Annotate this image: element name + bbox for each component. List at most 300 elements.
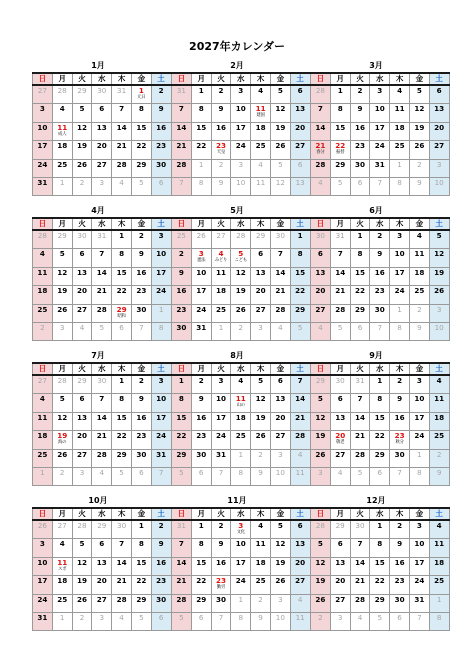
day-number: 28 bbox=[354, 594, 365, 604]
day-number: 31 bbox=[97, 231, 107, 240]
day-cell bbox=[390, 267, 410, 285]
day-number: 18 bbox=[37, 431, 48, 441]
day-number: 3 bbox=[416, 376, 422, 385]
day-cell bbox=[231, 594, 251, 612]
day-cell bbox=[33, 159, 53, 177]
week-row bbox=[33, 539, 172, 557]
weekday-header: 火 bbox=[72, 508, 92, 520]
day-cell bbox=[409, 322, 429, 340]
month-table bbox=[32, 217, 172, 341]
day-cell bbox=[131, 267, 151, 285]
holiday-cell bbox=[330, 141, 350, 159]
day-number: 16 bbox=[136, 267, 147, 277]
week-row bbox=[33, 431, 172, 449]
day-number: 24 bbox=[196, 304, 207, 314]
day-cell bbox=[92, 431, 112, 449]
day-cell bbox=[172, 431, 192, 449]
day-cell bbox=[429, 520, 449, 539]
day-cell bbox=[251, 520, 271, 539]
day-cell bbox=[92, 177, 112, 195]
day-number: 22 bbox=[136, 141, 147, 151]
day-number: 26 bbox=[76, 159, 87, 169]
day-cell bbox=[350, 122, 370, 140]
day-number: 1 bbox=[198, 521, 204, 530]
day-cell bbox=[191, 467, 211, 485]
day-cell bbox=[211, 467, 231, 485]
month-title: 5月 bbox=[230, 206, 244, 215]
day-cell bbox=[370, 122, 390, 140]
day-number: 6 bbox=[297, 159, 303, 169]
day-number: 23 bbox=[176, 304, 187, 314]
day-number: 1 bbox=[218, 322, 224, 332]
day-number: 14 bbox=[116, 122, 127, 132]
day-number: 26 bbox=[255, 431, 266, 441]
day-number: 9 bbox=[218, 104, 224, 114]
day-number: 31 bbox=[176, 86, 186, 95]
day-number: 17 bbox=[37, 141, 48, 151]
day-cell bbox=[72, 322, 92, 340]
day-cell bbox=[350, 520, 370, 539]
month-table bbox=[32, 507, 172, 631]
day-cell bbox=[251, 612, 271, 630]
day-cell bbox=[33, 449, 53, 467]
holiday-name: 憲法 bbox=[197, 258, 206, 264]
day-cell bbox=[211, 159, 231, 177]
day-number: 22 bbox=[196, 141, 207, 151]
day-number: 3 bbox=[218, 376, 224, 385]
day-cell bbox=[390, 539, 410, 557]
day-cell bbox=[330, 375, 350, 394]
day-cell bbox=[330, 557, 350, 575]
week-row bbox=[172, 286, 311, 304]
day-cell bbox=[191, 230, 211, 249]
day-cell bbox=[72, 576, 92, 594]
day-cell bbox=[330, 267, 350, 285]
day-cell bbox=[270, 122, 290, 140]
day-number: 10 bbox=[275, 612, 285, 622]
day-cell bbox=[191, 267, 211, 285]
week-row bbox=[33, 576, 172, 594]
day-cell bbox=[211, 412, 231, 430]
day-number: 30 bbox=[156, 594, 167, 604]
day-number: 19 bbox=[414, 122, 425, 132]
day-number: 7 bbox=[377, 322, 383, 332]
weekday-header: 金 bbox=[409, 73, 429, 85]
weekday-header: 木 bbox=[112, 73, 132, 85]
day-cell bbox=[330, 122, 350, 140]
day-number: 19 bbox=[57, 431, 68, 441]
day-number: 24 bbox=[235, 576, 246, 586]
holiday-name: みどり bbox=[214, 258, 228, 264]
day-number: 1 bbox=[158, 304, 164, 314]
month-block bbox=[171, 60, 306, 196]
day-number: 15 bbox=[196, 122, 207, 132]
day-number: 7 bbox=[99, 249, 105, 259]
day-cell bbox=[311, 159, 331, 177]
day-cell bbox=[92, 394, 112, 412]
day-cell bbox=[151, 267, 171, 285]
day-number: 15 bbox=[295, 267, 306, 277]
day-number: 6 bbox=[397, 612, 402, 622]
day-cell bbox=[33, 467, 53, 485]
weekday-header: 水 bbox=[370, 73, 390, 85]
day-number: 31 bbox=[355, 376, 365, 385]
day-cell bbox=[311, 520, 331, 539]
day-number: 16 bbox=[176, 286, 187, 296]
day-number: 8 bbox=[337, 104, 343, 114]
day-cell bbox=[112, 85, 132, 104]
day-number: 9 bbox=[377, 249, 383, 259]
day-number: 3 bbox=[278, 594, 283, 604]
day-number: 15 bbox=[116, 267, 127, 277]
day-number: 6 bbox=[99, 539, 105, 549]
day-cell bbox=[409, 85, 429, 104]
day-cell bbox=[429, 612, 449, 630]
day-number: 4 bbox=[218, 249, 224, 259]
day-cell bbox=[92, 141, 112, 159]
week-row bbox=[172, 159, 311, 177]
week-row bbox=[172, 467, 311, 485]
day-number: 6 bbox=[317, 249, 323, 259]
day-number: 23 bbox=[136, 286, 147, 296]
day-cell bbox=[151, 304, 171, 322]
day-number: 9 bbox=[258, 612, 263, 622]
day-cell bbox=[33, 576, 53, 594]
day-cell bbox=[409, 304, 429, 322]
day-cell bbox=[112, 286, 132, 304]
day-cell bbox=[390, 230, 410, 249]
day-cell bbox=[290, 449, 310, 467]
day-cell bbox=[350, 612, 370, 630]
day-cell bbox=[112, 431, 132, 449]
day-cell bbox=[251, 122, 271, 140]
week-row bbox=[311, 177, 450, 195]
day-cell bbox=[211, 539, 231, 557]
day-number: 21 bbox=[176, 141, 187, 151]
day-cell bbox=[131, 539, 151, 557]
day-cell bbox=[231, 286, 251, 304]
day-cell bbox=[390, 394, 410, 412]
week-row bbox=[311, 612, 450, 630]
day-number: 15 bbox=[354, 267, 365, 277]
week-row bbox=[311, 520, 450, 539]
day-cell bbox=[72, 104, 92, 122]
day-cell bbox=[92, 159, 112, 177]
day-number: 5 bbox=[277, 521, 283, 530]
day-number: 31 bbox=[37, 177, 48, 187]
day-number: 10 bbox=[37, 122, 48, 132]
day-number: 23 bbox=[374, 286, 385, 296]
day-number: 27 bbox=[275, 431, 286, 441]
day-number: 11 bbox=[255, 539, 266, 549]
day-cell bbox=[151, 249, 171, 267]
day-number: 6 bbox=[258, 249, 264, 259]
weekday-header: 土 bbox=[429, 363, 449, 375]
weekday-header: 水 bbox=[92, 363, 112, 375]
day-cell bbox=[330, 412, 350, 430]
day-cell bbox=[191, 141, 211, 159]
day-cell bbox=[231, 612, 251, 630]
day-cell bbox=[52, 467, 72, 485]
day-cell bbox=[290, 159, 310, 177]
week-row bbox=[33, 141, 172, 159]
week-row bbox=[311, 431, 450, 449]
day-number: 27 bbox=[335, 594, 346, 604]
day-cell bbox=[151, 122, 171, 140]
day-cell bbox=[409, 412, 429, 430]
day-cell bbox=[429, 141, 449, 159]
holiday-name: 振替 bbox=[336, 150, 345, 156]
day-number: 9 bbox=[138, 394, 144, 404]
day-cell bbox=[33, 141, 53, 159]
month-table bbox=[171, 217, 311, 341]
weekday-header-row bbox=[172, 218, 311, 230]
day-number: 5 bbox=[119, 467, 124, 477]
day-cell bbox=[270, 576, 290, 594]
day-number: 9 bbox=[436, 467, 442, 477]
day-cell bbox=[112, 122, 132, 140]
day-number: 24 bbox=[37, 159, 48, 169]
day-cell bbox=[370, 141, 390, 159]
day-cell bbox=[409, 375, 429, 394]
day-cell bbox=[33, 104, 53, 122]
day-cell bbox=[112, 177, 132, 195]
day-cell bbox=[211, 104, 231, 122]
day-cell bbox=[350, 449, 370, 467]
day-cell bbox=[290, 230, 310, 249]
week-row bbox=[311, 449, 450, 467]
day-number: 22 bbox=[335, 141, 346, 151]
day-number: 5 bbox=[59, 249, 65, 259]
day-cell bbox=[370, 520, 390, 539]
week-row bbox=[33, 520, 172, 539]
day-cell bbox=[131, 375, 151, 394]
day-number: 14 bbox=[176, 557, 187, 567]
day-number: 27 bbox=[96, 159, 107, 169]
day-number: 28 bbox=[37, 231, 47, 240]
week-row bbox=[172, 85, 311, 104]
day-cell bbox=[231, 322, 251, 340]
day-cell bbox=[311, 177, 331, 195]
day-number: 2 bbox=[40, 322, 45, 332]
week-row bbox=[33, 375, 172, 394]
day-cell bbox=[370, 557, 390, 575]
weekday-header: 月 bbox=[52, 73, 72, 85]
day-cell bbox=[390, 85, 410, 104]
day-cell bbox=[131, 394, 151, 412]
day-cell bbox=[92, 557, 112, 575]
day-number: 11 bbox=[57, 557, 68, 567]
day-number: 16 bbox=[374, 267, 385, 277]
day-cell bbox=[330, 576, 350, 594]
day-number: 4 bbox=[59, 104, 65, 114]
week-row bbox=[172, 557, 311, 575]
day-number: 17 bbox=[196, 286, 207, 296]
day-number: 27 bbox=[57, 521, 67, 530]
day-number: 1 bbox=[138, 86, 144, 95]
day-cell bbox=[92, 104, 112, 122]
day-cell bbox=[311, 286, 331, 304]
day-number: 30 bbox=[156, 159, 167, 169]
weekday-header: 日 bbox=[311, 508, 331, 520]
day-cell bbox=[112, 230, 132, 249]
day-cell bbox=[251, 375, 271, 394]
day-number: 5 bbox=[99, 322, 105, 332]
day-cell bbox=[112, 267, 132, 285]
day-cell bbox=[92, 304, 112, 322]
week-row bbox=[33, 104, 172, 122]
day-cell bbox=[92, 576, 112, 594]
weekday-header: 水 bbox=[92, 218, 112, 230]
day-number: 8 bbox=[417, 467, 422, 477]
day-number: 10 bbox=[394, 249, 405, 259]
day-number: 19 bbox=[255, 412, 266, 422]
day-number: 25 bbox=[57, 594, 68, 604]
day-number: 1 bbox=[436, 594, 442, 604]
day-number: 25 bbox=[215, 304, 226, 314]
day-cell bbox=[370, 467, 390, 485]
day-cell bbox=[72, 141, 92, 159]
day-cell bbox=[72, 412, 92, 430]
day-number: 7 bbox=[357, 539, 363, 549]
week-row bbox=[172, 394, 311, 412]
day-cell bbox=[370, 394, 390, 412]
week-row bbox=[311, 122, 450, 140]
day-number: 4 bbox=[416, 231, 422, 240]
day-cell bbox=[251, 576, 271, 594]
day-number: 6 bbox=[198, 612, 204, 622]
day-cell bbox=[191, 520, 211, 539]
day-number: 26 bbox=[315, 449, 326, 459]
day-number: 2 bbox=[417, 304, 422, 314]
day-cell bbox=[290, 141, 310, 159]
day-number: 23 bbox=[394, 431, 405, 441]
day-number: 29 bbox=[315, 376, 325, 385]
day-number: 23 bbox=[394, 576, 405, 586]
day-cell bbox=[151, 286, 171, 304]
day-cell bbox=[92, 322, 112, 340]
day-number: 19 bbox=[76, 576, 87, 586]
day-number: 24 bbox=[414, 576, 425, 586]
day-number: 22 bbox=[374, 431, 385, 441]
week-row bbox=[33, 230, 172, 249]
day-number: 11 bbox=[434, 539, 445, 549]
day-number: 4 bbox=[278, 322, 283, 332]
day-number: 21 bbox=[335, 286, 346, 296]
day-cell bbox=[370, 177, 390, 195]
weekday-header: 金 bbox=[270, 73, 290, 85]
day-number: 5 bbox=[377, 612, 383, 622]
day-number: 14 bbox=[96, 267, 107, 277]
day-cell bbox=[311, 539, 331, 557]
day-cell bbox=[350, 394, 370, 412]
day-number: 13 bbox=[76, 267, 87, 277]
month-block bbox=[32, 205, 167, 341]
day-cell bbox=[172, 177, 192, 195]
day-number: 19 bbox=[315, 576, 326, 586]
day-number: 1 bbox=[238, 449, 244, 459]
day-cell bbox=[191, 557, 211, 575]
day-number: 4 bbox=[337, 467, 343, 477]
day-cell bbox=[151, 594, 171, 612]
day-cell bbox=[131, 431, 151, 449]
holiday-name: こども bbox=[234, 258, 247, 264]
weekday-header: 土 bbox=[290, 508, 310, 520]
day-cell bbox=[270, 230, 290, 249]
day-cell bbox=[172, 375, 192, 394]
day-cell bbox=[370, 322, 390, 340]
day-cell bbox=[429, 286, 449, 304]
day-cell bbox=[211, 85, 231, 104]
day-cell bbox=[131, 286, 151, 304]
day-cell bbox=[270, 141, 290, 159]
day-number: 26 bbox=[315, 594, 326, 604]
day-cell bbox=[172, 249, 192, 267]
day-number: 24 bbox=[394, 286, 405, 296]
day-cell bbox=[330, 322, 350, 340]
day-number: 28 bbox=[354, 449, 365, 459]
day-number: 7 bbox=[297, 376, 303, 385]
month-block bbox=[310, 60, 445, 196]
day-cell bbox=[370, 375, 390, 394]
day-cell bbox=[52, 412, 72, 430]
day-number: 29 bbox=[374, 594, 385, 604]
day-cell bbox=[92, 467, 112, 485]
week-row bbox=[33, 612, 172, 630]
weekday-header: 水 bbox=[370, 508, 390, 520]
day-number: 4 bbox=[258, 521, 264, 530]
day-number: 14 bbox=[96, 412, 107, 422]
day-number: 24 bbox=[156, 286, 167, 296]
day-cell bbox=[191, 159, 211, 177]
day-cell bbox=[131, 249, 151, 267]
day-number: 5 bbox=[357, 467, 363, 477]
day-cell bbox=[350, 286, 370, 304]
weekday-header: 日 bbox=[311, 363, 331, 375]
day-number: 2 bbox=[178, 249, 184, 259]
day-number: 2 bbox=[59, 467, 65, 477]
day-cell bbox=[131, 104, 151, 122]
day-number: 24 bbox=[215, 431, 226, 441]
weekday-header: 土 bbox=[151, 508, 171, 520]
day-number: 17 bbox=[156, 267, 167, 277]
day-cell bbox=[350, 85, 370, 104]
month-table bbox=[32, 72, 172, 196]
day-cell bbox=[211, 520, 231, 539]
day-number: 24 bbox=[414, 431, 425, 441]
day-number: 12 bbox=[315, 412, 326, 422]
day-number: 11 bbox=[414, 249, 425, 259]
day-cell bbox=[370, 431, 390, 449]
day-cell bbox=[112, 557, 132, 575]
week-row bbox=[172, 412, 311, 430]
weekday-header: 日 bbox=[172, 73, 192, 85]
day-number: 10 bbox=[37, 557, 48, 567]
day-number: 20 bbox=[76, 286, 87, 296]
weekday-header: 日 bbox=[33, 218, 53, 230]
day-number: 11 bbox=[215, 267, 226, 277]
day-cell bbox=[191, 449, 211, 467]
weekday-header: 木 bbox=[251, 73, 271, 85]
day-number: 28 bbox=[57, 376, 67, 385]
day-cell bbox=[270, 612, 290, 630]
day-cell bbox=[390, 141, 410, 159]
weekday-header: 土 bbox=[429, 508, 449, 520]
day-cell bbox=[251, 249, 271, 267]
day-cell bbox=[33, 304, 53, 322]
day-cell bbox=[270, 467, 290, 485]
weekday-header-row bbox=[33, 73, 172, 85]
